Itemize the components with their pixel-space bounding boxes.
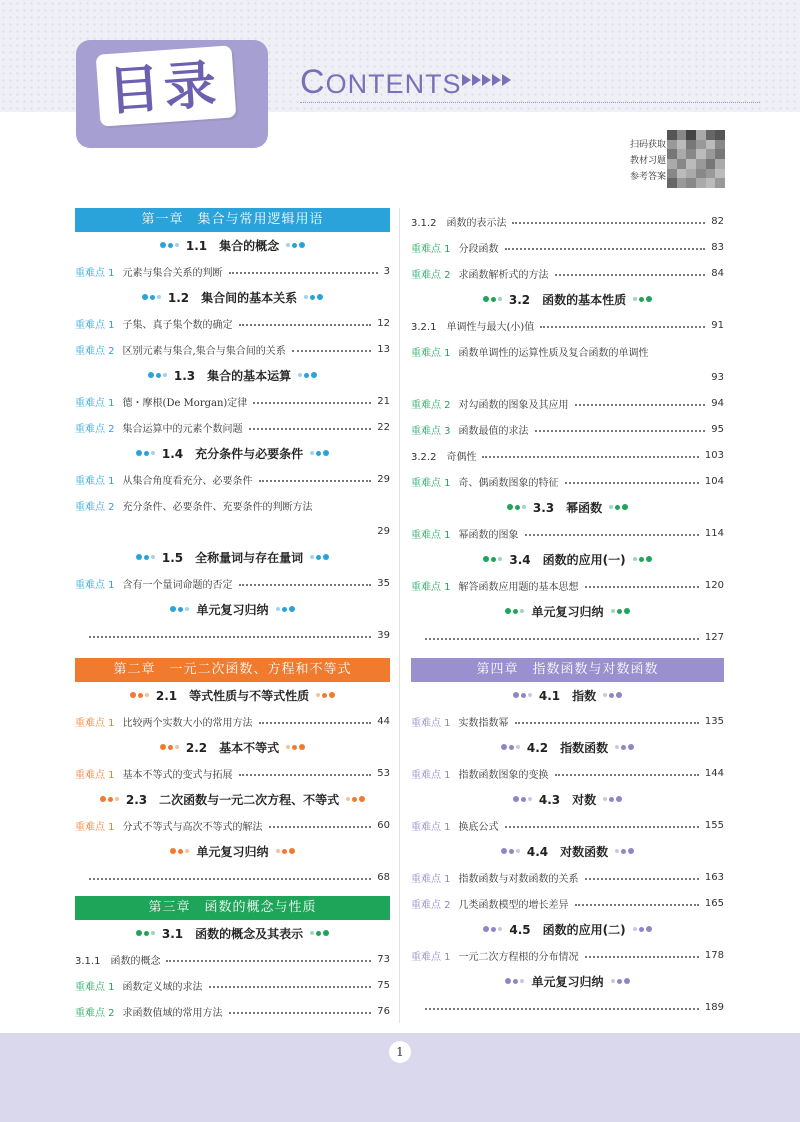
toc-entry[interactable] bbox=[411, 390, 724, 416]
dot-leader bbox=[239, 774, 372, 776]
dots-decoration-icon bbox=[169, 606, 190, 612]
toc-entry[interactable] bbox=[75, 972, 390, 998]
toc-entry[interactable] bbox=[75, 998, 390, 1024]
dots-decoration-icon bbox=[482, 926, 503, 932]
entry-text: 子集、真子集个数的确定 bbox=[122, 319, 233, 331]
toc-entry[interactable] bbox=[411, 338, 724, 364]
page-number: 135 bbox=[704, 715, 724, 727]
key-point-tag: 重难点 1 bbox=[411, 951, 451, 963]
review-heading[interactable] bbox=[75, 596, 390, 622]
key-point-tag: 重难点 1 bbox=[75, 475, 115, 487]
section-heading[interactable] bbox=[411, 682, 724, 708]
dot-leader bbox=[585, 878, 699, 880]
section-heading[interactable] bbox=[411, 546, 724, 572]
entry-text: 指数函数与对数函数的关系 bbox=[458, 873, 579, 885]
section-title: 3.3 幂函数 bbox=[532, 500, 603, 515]
dots-decoration-icon bbox=[632, 296, 653, 302]
dots-decoration-icon bbox=[169, 848, 190, 854]
dot-leader bbox=[89, 636, 371, 638]
page-number: 73 bbox=[377, 953, 390, 965]
section-title: 2.3 二次函数与一元二次方程、不等式 bbox=[125, 792, 340, 807]
chapter-3-title[interactable]: 第三章 函数的概念与性质 bbox=[75, 896, 390, 920]
dots-decoration-icon bbox=[500, 744, 521, 750]
entry-text: 含有一个量词命题的否定 bbox=[122, 579, 233, 591]
section-title: 4.5 函数的应用(二) bbox=[509, 922, 626, 937]
section-heading[interactable] bbox=[411, 916, 724, 942]
dots-decoration-icon bbox=[285, 744, 306, 750]
dots-decoration-icon bbox=[512, 692, 533, 698]
page-number: 155 bbox=[704, 819, 724, 831]
page-number: 104 bbox=[704, 475, 724, 487]
toc-entry[interactable] bbox=[411, 760, 724, 786]
dots-decoration-icon bbox=[614, 848, 635, 854]
toc-entry[interactable] bbox=[411, 942, 724, 968]
toc-entry-continuation[interactable] bbox=[75, 518, 390, 544]
dot-leader bbox=[555, 774, 699, 776]
dots-decoration-icon bbox=[610, 978, 631, 984]
section-heading[interactable] bbox=[411, 494, 724, 520]
toc-entry[interactable] bbox=[411, 624, 724, 650]
key-point-tag: 重难点 2 bbox=[75, 1007, 115, 1019]
dot-leader bbox=[425, 1008, 699, 1010]
dots-decoration-icon bbox=[504, 608, 525, 614]
key-point-tag: 重难点 2 bbox=[411, 899, 451, 911]
entry-text: 解答函数应用题的基本思想 bbox=[458, 581, 579, 593]
key-point-tag: 重难点 1 bbox=[75, 319, 115, 331]
page-number: 144 bbox=[704, 767, 724, 779]
toc-entry[interactable] bbox=[411, 442, 724, 468]
review-heading[interactable] bbox=[411, 598, 724, 624]
key-point-tag: 重难点 2 bbox=[411, 269, 451, 281]
subsection-title: 3.1.2 函数的表示法 bbox=[411, 217, 507, 229]
section-title: 4.2 指数函数 bbox=[526, 740, 609, 755]
dot-leader bbox=[89, 878, 371, 880]
dot-leader bbox=[585, 956, 699, 958]
entry-text: 求函数解析式的方法 bbox=[458, 269, 549, 281]
toc-entry[interactable] bbox=[75, 492, 390, 518]
dot-leader bbox=[575, 404, 706, 406]
dots-decoration-icon bbox=[610, 608, 631, 614]
key-point-tag: 重难点 1 bbox=[75, 769, 115, 781]
key-point-tag: 重难点 1 bbox=[75, 717, 115, 729]
toc-entry[interactable] bbox=[75, 466, 390, 492]
page-number: 13 bbox=[377, 343, 390, 355]
dots-decoration-icon bbox=[309, 450, 330, 456]
section-heading[interactable] bbox=[75, 734, 390, 760]
toc-entry[interactable] bbox=[411, 312, 724, 338]
toc-entry[interactable] bbox=[75, 760, 390, 786]
dot-leader bbox=[425, 638, 699, 640]
dot-leader bbox=[259, 480, 372, 482]
page-number: 35 bbox=[377, 577, 390, 589]
dot-leader bbox=[239, 324, 372, 326]
qr-caption-line: 教材习题 bbox=[629, 156, 666, 166]
section-heading[interactable] bbox=[411, 734, 724, 760]
key-point-tag: 重难点 1 bbox=[75, 981, 115, 993]
toc-entry[interactable] bbox=[411, 864, 724, 890]
toc-right-column bbox=[411, 208, 724, 1020]
toc-entry[interactable] bbox=[411, 812, 724, 838]
dot-leader bbox=[575, 904, 699, 906]
entry-text: 区别元素与集合,集合与集合间的关系 bbox=[122, 345, 286, 357]
page-number: 83 bbox=[711, 241, 724, 253]
key-point-tag: 重难点 2 bbox=[75, 501, 115, 513]
section-title: 4.4 对数函数 bbox=[526, 844, 609, 859]
dots-decoration-icon bbox=[315, 692, 336, 698]
dot-leader bbox=[505, 248, 706, 250]
dots-decoration-icon bbox=[602, 796, 623, 802]
toc-entry[interactable] bbox=[75, 622, 390, 648]
section-heading[interactable] bbox=[75, 284, 390, 310]
qr-caption-line: 参考答案 bbox=[629, 172, 666, 182]
dots-decoration-icon bbox=[345, 796, 366, 802]
entry-text: 求函数值域的常用方法 bbox=[122, 1007, 223, 1019]
contents-heading bbox=[300, 63, 462, 102]
entry-text: 比较两个实数大小的常用方法 bbox=[122, 717, 253, 729]
key-point-tag: 重难点 1 bbox=[75, 579, 115, 591]
dots-decoration-icon bbox=[608, 504, 629, 510]
dot-leader bbox=[269, 826, 372, 828]
column-divider bbox=[399, 208, 400, 1023]
toc-entry[interactable] bbox=[411, 520, 724, 546]
dots-decoration-icon bbox=[135, 554, 156, 560]
dots-decoration-icon bbox=[147, 372, 168, 378]
dots-decoration-icon bbox=[159, 744, 180, 750]
page-number: 84 bbox=[711, 267, 724, 279]
key-point-tag: 重难点 2 bbox=[411, 399, 451, 411]
dot-leader bbox=[229, 272, 378, 274]
page-number: 21 bbox=[377, 395, 390, 407]
dots-decoration-icon bbox=[632, 926, 653, 932]
dot-leader bbox=[512, 222, 705, 224]
dot-leader bbox=[540, 326, 705, 328]
entry-text: 分式不等式与高次不等式的解法 bbox=[122, 821, 263, 833]
dots-decoration-icon bbox=[512, 796, 533, 802]
contents-rest: ONTENTS bbox=[325, 69, 462, 99]
page-number: 68 bbox=[377, 871, 390, 883]
entry-text: 函数定义域的求法 bbox=[122, 981, 203, 993]
page-number: 95 bbox=[711, 423, 724, 435]
key-point-tag: 重难点 1 bbox=[411, 769, 451, 781]
entry-text: 幂函数的图象 bbox=[458, 529, 519, 541]
page-number: 53 bbox=[377, 767, 390, 779]
page-title: 目录 bbox=[105, 53, 222, 123]
toc-entry[interactable] bbox=[411, 416, 724, 442]
toc-entry[interactable] bbox=[75, 310, 390, 336]
dots-decoration-icon bbox=[141, 294, 162, 300]
entry-text: 指数函数图象的变换 bbox=[458, 769, 549, 781]
dot-leader bbox=[482, 456, 698, 458]
qr-caption-line: 扫码获取 bbox=[629, 140, 666, 150]
toc-entry[interactable] bbox=[75, 414, 390, 440]
page-number: 94 bbox=[711, 397, 724, 409]
section-heading[interactable] bbox=[75, 232, 390, 258]
page-number: 82 bbox=[711, 215, 724, 227]
key-point-tag: 重难点 1 bbox=[411, 477, 451, 489]
page-number: 91 bbox=[711, 319, 724, 331]
page-number: 44 bbox=[377, 715, 390, 727]
page-number: 189 bbox=[704, 1001, 724, 1013]
key-point-tag: 重难点 3 bbox=[411, 425, 451, 437]
dot-leader bbox=[249, 428, 372, 430]
dot-leader bbox=[259, 722, 372, 724]
entry-text: 换底公式 bbox=[458, 821, 499, 833]
section-heading[interactable] bbox=[75, 920, 390, 946]
entry-text: 基本不等式的变式与拓展 bbox=[122, 769, 233, 781]
dots-decoration-icon bbox=[506, 504, 527, 510]
entry-text: 集合运算中的元素个数问题 bbox=[122, 423, 243, 435]
dots-decoration-icon bbox=[482, 296, 503, 302]
toc-entry[interactable] bbox=[411, 468, 724, 494]
arrow-decoration-icon bbox=[462, 74, 512, 86]
toc-entry[interactable] bbox=[75, 812, 390, 838]
entry-text: 几类函数模型的增长差异 bbox=[458, 899, 569, 911]
toc-entry[interactable] bbox=[411, 234, 724, 260]
toc-entry[interactable] bbox=[411, 208, 724, 234]
section-title: 4.1 指数 bbox=[538, 688, 597, 703]
subsection-title: 3.2.2 奇偶性 bbox=[411, 451, 477, 463]
entry-text: 函数单调性的运算性质及复合函数的单调性 bbox=[458, 347, 649, 359]
entry-text: 对勾函数的图象及其应用 bbox=[458, 399, 569, 411]
page-number: 76 bbox=[377, 1005, 390, 1017]
key-point-tag: 重难点 2 bbox=[75, 345, 115, 357]
dot-leader bbox=[555, 274, 706, 276]
section-title: 2.1 等式性质与不等式性质 bbox=[155, 688, 310, 703]
chapter-4-title[interactable]: 第四章 指数函数与对数函数 bbox=[411, 658, 724, 682]
section-heading[interactable] bbox=[75, 544, 390, 570]
page-number: 120 bbox=[704, 579, 724, 591]
section-heading[interactable] bbox=[75, 362, 390, 388]
dots-decoration-icon bbox=[614, 744, 635, 750]
contents-initial: C bbox=[300, 63, 326, 101]
dot-leader bbox=[209, 986, 372, 988]
page-number: 75 bbox=[377, 979, 390, 991]
entry-text: 德・摩根(De Morgan)定律 bbox=[122, 397, 248, 409]
toc-entry[interactable] bbox=[75, 864, 390, 890]
dots-decoration-icon bbox=[275, 606, 296, 612]
section-title: 1.4 充分条件与必要条件 bbox=[161, 446, 304, 461]
key-point-tag: 重难点 2 bbox=[75, 423, 115, 435]
section-heading[interactable] bbox=[411, 786, 724, 812]
toc-entry[interactable] bbox=[75, 570, 390, 596]
page-number: 3 bbox=[383, 265, 390, 277]
qr-code-icon[interactable] bbox=[667, 130, 725, 188]
toc-entry[interactable] bbox=[411, 890, 724, 916]
dot-leader bbox=[565, 482, 699, 484]
key-point-tag: 重难点 1 bbox=[411, 717, 451, 729]
section-title: 3.1 函数的概念及其表示 bbox=[161, 926, 304, 941]
section-heading[interactable] bbox=[75, 440, 390, 466]
key-point-tag: 重难点 1 bbox=[411, 243, 451, 255]
entry-text: 实数指数幂 bbox=[458, 717, 509, 729]
dots-decoration-icon bbox=[303, 294, 324, 300]
toc-entry[interactable] bbox=[75, 336, 390, 362]
dot-leader bbox=[229, 1012, 372, 1014]
review-heading[interactable] bbox=[75, 838, 390, 864]
dots-decoration-icon bbox=[159, 242, 180, 248]
dot-leader bbox=[525, 534, 699, 536]
key-point-tag: 重难点 1 bbox=[411, 529, 451, 541]
qr-caption bbox=[618, 137, 666, 185]
subsection-title: 3.2.1 单调性与最大(小)值 bbox=[411, 321, 535, 333]
section-heading[interactable] bbox=[411, 286, 724, 312]
section-title: 2.2 基本不等式 bbox=[185, 740, 280, 755]
section-title: 单元复习归纳 bbox=[531, 974, 604, 989]
dot-leader bbox=[535, 430, 706, 432]
dot-leader bbox=[239, 584, 372, 586]
section-title: 1.1 集合的概念 bbox=[185, 238, 280, 253]
dots-decoration-icon bbox=[309, 554, 330, 560]
entry-text: 元素与集合关系的判断 bbox=[122, 267, 223, 279]
toc-entry[interactable] bbox=[75, 258, 390, 284]
entry-text: 一元二次方程根的分布情况 bbox=[458, 951, 579, 963]
page-number: 60 bbox=[377, 819, 390, 831]
page-number: 39 bbox=[377, 629, 390, 641]
section-title: 4.3 对数 bbox=[538, 792, 597, 807]
toc-entry[interactable] bbox=[75, 708, 390, 734]
dot-leader bbox=[292, 350, 372, 352]
section-title: 3.2 函数的基本性质 bbox=[508, 292, 627, 307]
dots-decoration-icon bbox=[297, 372, 318, 378]
key-point-tag: 重难点 1 bbox=[411, 581, 451, 593]
page-number: 22 bbox=[377, 421, 390, 433]
entry-text: 分段函数 bbox=[458, 243, 499, 255]
page-number: 178 bbox=[704, 949, 724, 961]
dot-leader bbox=[253, 402, 371, 404]
section-title: 单元复习归纳 bbox=[531, 604, 604, 619]
entry-text: 函数最值的求法 bbox=[458, 425, 529, 437]
section-heading[interactable] bbox=[75, 786, 390, 812]
page-number: 29 bbox=[377, 525, 390, 537]
dots-decoration-icon bbox=[135, 450, 156, 456]
dots-decoration-icon bbox=[135, 930, 156, 936]
page-number-badge: 1 bbox=[389, 1041, 411, 1063]
toc-entry[interactable] bbox=[411, 994, 724, 1020]
dots-decoration-icon bbox=[285, 242, 306, 248]
entry-text: 从集合角度看充分、必要条件 bbox=[122, 475, 253, 487]
page-number: 114 bbox=[704, 527, 724, 539]
subsection-title: 3.1.1 函数的概念 bbox=[75, 955, 161, 967]
page-number: 93 bbox=[711, 371, 724, 383]
dots-decoration-icon bbox=[602, 692, 623, 698]
section-title: 3.4 函数的应用(一) bbox=[509, 552, 626, 567]
entry-text: 充分条件、必要条件、充要条件的判断方法 bbox=[122, 501, 313, 513]
section-heading[interactable] bbox=[411, 838, 724, 864]
dot-leader bbox=[585, 586, 699, 588]
page-number: 29 bbox=[377, 473, 390, 485]
chapter-2-title[interactable]: 第二章 一元二次函数、方程和不等式 bbox=[75, 658, 390, 682]
section-title: 单元复习归纳 bbox=[196, 844, 269, 859]
dot-leader bbox=[166, 960, 371, 962]
dot-leader bbox=[505, 826, 699, 828]
chapter-1-title[interactable]: 第一章 集合与常用逻辑用语 bbox=[75, 208, 390, 232]
dots-decoration-icon bbox=[632, 556, 653, 562]
entry-text: 奇、偶函数图象的特征 bbox=[458, 477, 559, 489]
toc-entry[interactable] bbox=[411, 260, 724, 286]
section-title: 1.2 集合间的基本关系 bbox=[167, 290, 298, 305]
section-title: 1.5 全称量词与存在量词 bbox=[161, 550, 304, 565]
page-number: 103 bbox=[704, 449, 724, 461]
dots-decoration-icon bbox=[129, 692, 150, 698]
dot-leader bbox=[515, 722, 699, 724]
key-point-tag: 重难点 1 bbox=[75, 267, 115, 279]
page-number: 163 bbox=[704, 871, 724, 883]
dots-decoration-icon bbox=[504, 978, 525, 984]
toc-entry[interactable] bbox=[411, 572, 724, 598]
key-point-tag: 重难点 1 bbox=[411, 347, 451, 359]
toc-entry[interactable] bbox=[75, 946, 390, 972]
dots-decoration-icon bbox=[482, 556, 503, 562]
key-point-tag: 重难点 1 bbox=[75, 821, 115, 833]
page-number: 12 bbox=[377, 317, 390, 329]
dots-decoration-icon bbox=[275, 848, 296, 854]
page-number: 165 bbox=[704, 897, 724, 909]
heading-divider bbox=[300, 102, 760, 103]
dots-decoration-icon bbox=[309, 930, 330, 936]
toc-entry[interactable] bbox=[75, 388, 390, 414]
toc-entry[interactable] bbox=[411, 708, 724, 734]
key-point-tag: 重难点 1 bbox=[411, 821, 451, 833]
toc-left-column bbox=[75, 208, 390, 1024]
section-title: 1.3 集合的基本运算 bbox=[173, 368, 292, 383]
page-number: 127 bbox=[704, 631, 724, 643]
toc-entry-continuation[interactable] bbox=[411, 364, 724, 390]
key-point-tag: 重难点 1 bbox=[75, 397, 115, 409]
section-heading[interactable] bbox=[75, 682, 390, 708]
dots-decoration-icon bbox=[500, 848, 521, 854]
dots-decoration-icon bbox=[99, 796, 120, 802]
review-heading[interactable] bbox=[411, 968, 724, 994]
section-title: 单元复习归纳 bbox=[196, 602, 269, 617]
key-point-tag: 重难点 1 bbox=[411, 873, 451, 885]
